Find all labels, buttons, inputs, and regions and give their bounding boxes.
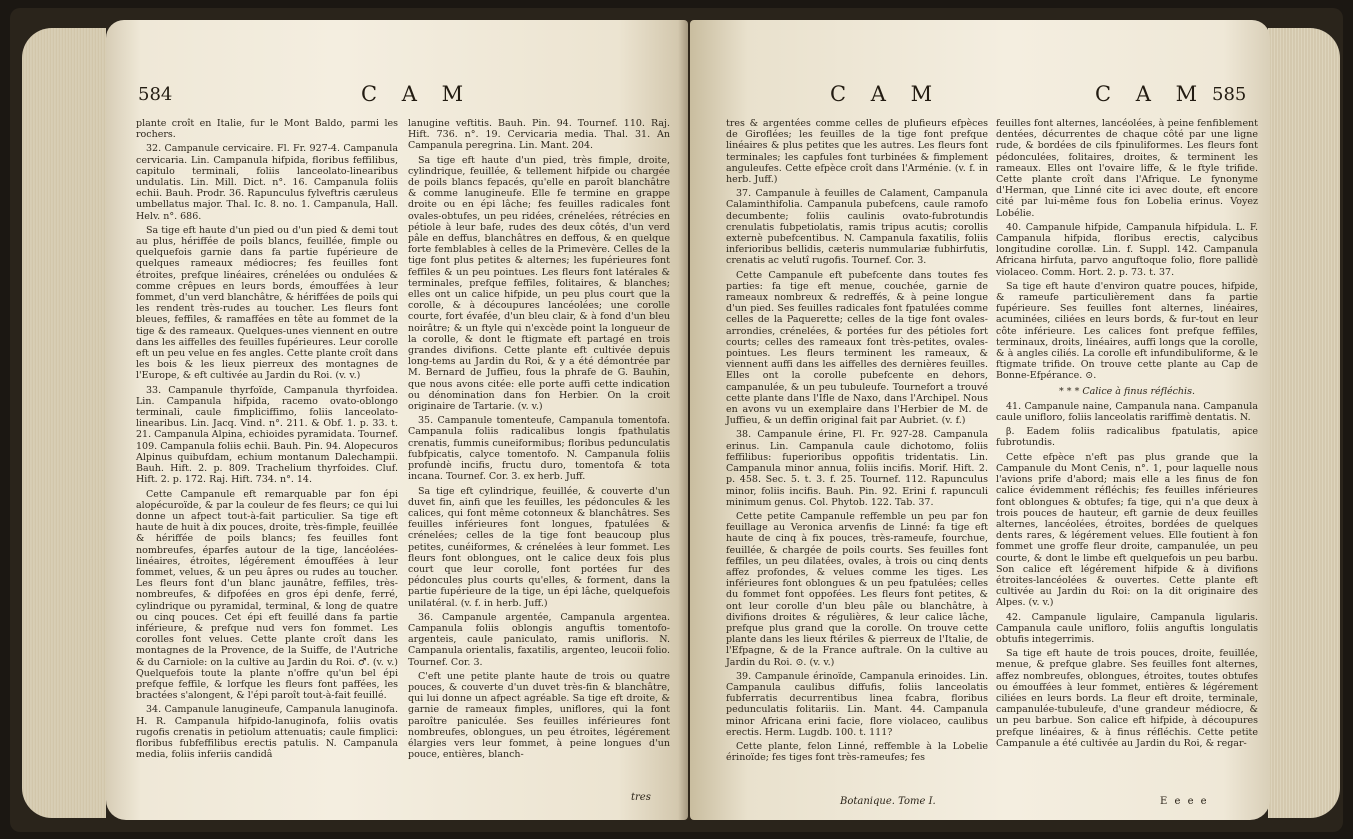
left-column-1 xyxy=(136,118,398,763)
paragraph: Sa tige eft haute d'un pied ou d'un pied & demi tout au plus, hériffée de poils blancs, feuillée, fimple ou quelquefois garnie dans fa partie fupérieure de quelques rameaux médiocres; fes feuilles font étroites, prefque linéaires, crénelées ou ondulées & comme crêpues en leurs bords, émouffées à leur fommet, d'un verd blanchâtre, & hériffées de poils qui les rendent très-rudes au toucher. Les fleurs font bleues, feffiles, & ramaffées en tête au fommet de la tige & des rameaux. Quelques-unes viennent en outre dans les aiffelles des feuilles fupérieures. Leur corolle eft un peu velue en fes angles. Cette plante croît dans les bois & les lieux pierreux des montagnes de l'Europe, & eft cultivée au Jardin du Roi. (v. v.) xyxy=(136,224,398,382)
paragraph: 38. Campanule érine, Fl. Fr. 927-28. Campanula erinus. Lin. Campanula caule dichotomo, foliis feffilibus: fuperioribus oppofitis tridentatis. Lin. Campanula minor annua, foliis incifis. Morif. Hift. 2. p. 458. Sec. 5. t. 3. f. 25. Tournef. 112. Rapunculus minor, foliis incifis. Bauh. Pin. 92. Erini f. rapunculi minimum genus. Col. Phytob. 122. Tab. 37. xyxy=(726,429,988,508)
paragraph: Sa tige eft haute d'environ quatre pouces, hifpide, & rameufe particulièrement dans fa partie fupérieure. Ses feuilles font alternes, linéaires, acuminées, ciliées en leurs bords, & fur-tout en leur côte inférieure. Les calices font prefque feffiles, terminaux, droits, linéaires, auffi longs que la corolle, & à angles ciliés. La corolle eft infundibuliforme, & le ftigmate trifide. On trouve cette plante au Cap de Bonne-Efpérance. ⊙. xyxy=(996,280,1258,382)
left-column-2 xyxy=(408,118,670,763)
section-heading: * * * Calice à finus réfléchis. xyxy=(1059,385,1195,397)
paragraph: feuilles font alternes, lancéolées, à peine fenfiblement dentées, décurrentes de chaque côté par une ligne rude, & bordées de cils fpinuliformes. Les fleurs font pédonculées, folitaires, droites, & terminent les rameaux. Elles ont l'ovaire liffe, & le ftyle trifide. Cette plante croît dans l'Afrique. Le fynonyme d'Herman, que Linné cite ici avec doute, eft encore cité par lui-même fous fon Lobelia erinus. Voyez Lobélie. xyxy=(996,118,1258,219)
left-page-edges xyxy=(22,28,106,818)
paragraph: Sa tige eft haute de trois pouces, droite, feuillée, menue, & prefque glabre. Ses feuilles font alternes, affez nombreufes, oblongues, étroites, toutes obtufes ou émouffées à leur fommet, entières & légérement ciliées en leurs bords. La fleur eft droite, terminale, campanulée-tubuleufe, d'une grandeur médiocre, & un peu barbue. Son calice eft hifpide, à découpures prefque linéaires, & à finus réfléchis. Cette petite Campanule a été cultivée au Jardin du Roi, & regar- xyxy=(996,648,1258,749)
paragraph: Cette petite Campanule reffemble un peu par fon feuillage au Veronica arvenfis de Linné: fa tige eft haute de cinq à fix pouces, très-rameufe, fourchue, feuillée, & chargée de poils courts. Ses feuilles font feffiles, un peu dilatées, ovales, à trois ou cinq dents affez profondes, & velues comme les tiges. Les inférieures font oblongues & un peu fpatulées; celles du fommet font oppofées. Les fleurs font petites, & ont leur corolle d'un bleu pâle ou blanchâtre, à divifions droites & régulières, & leur calice lâche, prefque plus grand que la corolle. On trouve cette plante dans les lieux ftériles & pierreux de l'Italie, de l'Efpagne, & de la France auftrale. On la cultive au Jardin du Roi. ⊙. (v. v.) xyxy=(726,510,988,668)
paragraph: 36. Campanule argentée, Campanula argentea. Campanula foliis oblongis anguftis tomentofo-argenteis, caule paniculato, ramis unifloris. N. Campanula orientalis, faxatilis, argenteo, leucoii folio. Tournef. Cor. 3. xyxy=(408,611,670,668)
paragraph: Cette efpèce n'eft pas plus grande que la Campanule du Mont Cenis, n°. 1, pour laquelle nous l'avions prife d'abord; mais elle a les finus de fon calice évidemment réfléchis; fes feuilles inférieures font oblongues & obtufes; fa tige, qui n'a que deux à trois pouces de hauteur, eft garnie de deux feuilles alternes, lancéolées, étroites, bordées de quelques dents rares, & légérement velues. Elle foutient à fon fommet une groffe fleur droite, campanulée, un peu courte, & dont le limbe eft quelquefois un peu barbu. Son calice eft légérement hifpide & à divifions étroites-lancéolées & ouvertes. Cette plante eft cultivée au Jardin du Roi: on la dit originaire des Alpes. (v. v.) xyxy=(996,451,1258,609)
page-number-left: 584 xyxy=(138,84,173,105)
running-header-right: C A M xyxy=(830,82,942,106)
paragraph: β. Eadem foliis radicalibus fpatulatis, apice fubrotundis. xyxy=(996,426,1258,449)
paragraph: Cette Campanule eft remarquable par fon épi alopécuroïde, & par la couleur de fes fleurs; ce qui lui donne un afpect tout-à-fait particulier. Sa tige eft haute de huit à dix pouces, droite, très-fimple, feuillée & hériffée de poils blancs; fes feuilles font nombreufes, éparfes autour de la tige, lancéolées-linéaires, étroites, légérement émouffées à leur fommet, velues, & un peu âpres ou rudes au toucher. Les fleurs font d'un blanc jaunâtre, feffiles, très-nombreufes, & difpofées en gros épi denfe, ferré, cylindrique ou pyramidal, terminal, & long de quatre ou cinq pouces. Cet épi eft feuillé dans fa partie inférieure, & prefque nud vers fon fommet. Les corolles font velues. Cette plante croît dans les montagnes de la Provence, de la Suiffe, de l'Autriche & du Carniole: on la cultive au Jardin du Roi. ♂. (v. v.) Quelquefois toute la plante n'offre qu'un bel épi prefque feffile, & lorfque les fleurs font paffées, les bractées s'alongent, & l'épi paroît tout-à-fait feuillé. xyxy=(136,488,398,702)
left-page xyxy=(106,20,688,820)
paragraph: 39. Campanule érinoïde, Campanula erinoides. Lin. Campanula caulibus diffufis, foliis lanceolatis fubferratis decurrentibus linea fcabra, floribus pedunculatis folitariis. Lin. Mant. 44. Campanula minor Africana erini facie, flore violaceo, caulibus erectis. Herm. Lugdb. 100. t. 111? xyxy=(726,670,988,738)
paragraph: 35. Campanule tomenteufe, Campanula tomentofa. Campanula foliis radicalibus longis fpathulatis crenatis, fummis cuneiformibus; floribus pedunculatis fubfpicatis, calyce tomentofo. N. Campanula foliis profundè incifis, fructu duro, tomentofa & tota incana. Tournef. Cor. 3. ex herb. Juff. xyxy=(408,415,670,483)
right-column-2 xyxy=(996,118,1258,752)
paragraph: 34. Campanule lanugineufe, Campanula lanuginofa. H. R. Campanula hifpido-lanuginofa, foliis ovatis rugofis crenatis in petiolum attenuatis; caule fimplici: floribus fubfeffilibus erectis patulis. N. Campanula media, foliis inferiis candidâ xyxy=(136,704,398,761)
paragraph: 33. Campanule thyrfoïde, Campanula thyrfoidea. Lin. Campanula hifpida, racemo ovato-oblongo terminali, caule fimpliciffimo, foliis lanceolato-linearibus. Lin. Jacq. Vind. n°. 211. & Obf. 1. p. 33. t. 21. Campanula Alpina, echioides pyramidata. Tournef. 109. Campanula foliis echii. Bauh. Pin. 94. Alopecuros Alpinus quibufdam, echium montanum Dalechampii. Bauh. Hift. 2. p. 809. Trachelium thyrfoides. Cluf. Hift. 2. p. 172. Raj. Hift. 734. n°. 14. xyxy=(136,384,398,486)
page-number-right: 585 xyxy=(1212,84,1247,105)
right-page-edges xyxy=(1268,28,1340,818)
paragraph: 42. Campanule ligulaire, Campanula ligularis. Campanula caule unifloro, foliis anguftis longulatis obtufis integerrimis. xyxy=(996,611,1258,645)
paragraph: Sa tige eft cylindrique, feuillée, & couverte d'un duvet fin, ainfi que les feuilles, les pédoncules & les calices, qui font même cotonneux & blanchâtres. Ses feuilles inférieures font longues, fpatulées & crénelées; celles de la tige font beaucoup plus petites, cunéiformes, & crénelées à leur fommet. Les fleurs font oblongues, ont le calice deux fois plus court que leur corolle, font portées fur des pédoncules plus courts qu'elles, & forment, dans la partie fupérieure de la tige, un épi lâche, quelquefois unilatéral. (v. f. in herb. Juff.) xyxy=(408,485,670,609)
paragraph: Cette Campanule eft pubefcente dans toutes fes parties: fa tige eft menue, couchée, garnie de rameaux nombreux & redreffés, & à peine longue d'un pied. Ses feuilles radicales font fpatulées comme celles de la Paquerette; celles de la tige font ovales-arrondies, crénelées, & portées fur des pétioles fort courts; celles des rameaux font très-petites, ovales-pointues. Les fleurs terminent les rameaux, & viennent auffi dans les aiffelles des dernières feuilles. Elles ont la corolle pubefcente en dehors, campanulée, & un peu tubuleufe. Tournefort a trouvé cette plante dans l'Ifle de Naxo, dans l'Archipel. Nous en avons vu un exemplaire dans l'Herbier de M. de Juffieu, & un deffin original fait par Aubriet. (v. f.) xyxy=(726,269,988,427)
right-column-1 xyxy=(726,118,988,766)
paragraph: lanugine veftitis. Bauh. Pin. 94. Tournef. 110. Raj. Hift. 736. n°. 19. Cervicaria media. Thal. 31. An Campanula peregrina. Lin. Mant. 204. xyxy=(408,118,670,152)
paragraph: 32. Campanule cervicaire. Fl. Fr. 927-4. Campanula cervicaria. Lin. Campanula hifpida, floribus feffilibus, capitulo terminali, foliis lanceolato-linearibus undulatis. Lin. Mill. Dict. n°. 16. Campanula foliis echii. Bauh. Prodr. 36. Rapunculus fylveftris cæruleus umbellatus major. Thal. Ic. 8. no. 1. Campanula, Hall. Helv. n°. 686. xyxy=(136,143,398,222)
paragraph: 40. Campanule hifpide, Campanula hifpidula. L. F. Campanula hifpida, floribus erectis, calycibus longitudine corollæ. Lin. f. Suppl. 142. Campanula Africana hirfuta, parvo anguftoque folio, flore pallidè violaceo. Comm. Hort. 2. p. 73. t. 37. xyxy=(996,221,1258,278)
catchword: tres xyxy=(631,792,651,803)
paragraph: 41. Campanule naine, Campanula nana. Campanula caule unifloro, foliis lanceolatis rariffimè dentatis. N. xyxy=(996,400,1258,424)
footer-title: Botanique. Tome I. xyxy=(840,796,936,807)
paragraph: Cette plante, felon Linné, reffemble à la Lobelie érinoïde; fes tiges font très-rameufes; fes xyxy=(726,740,988,764)
open-book xyxy=(10,8,1343,832)
right-page xyxy=(690,20,1270,820)
running-header-right-2: C A M xyxy=(1095,82,1207,106)
paragraph: Sa tige eft haute d'un pied, très fimple, droite, cylindrique, feuillée, & tellement hifpide ou chargée de poils blancs fepacés, qu'elle en paroît blanchâtre & comme lanugineufe. Elle fe termine en grappe droite ou en épi lâche; fes feuilles radicales font ovales-obtufes, un peu ridées, crénelées, rétrécies en pétiole à leur bafe, rudes des deux côtés, d'un verd pâle en deffus, blanchâtres en deffous, & en quelque forte femblables à celles de la Primevère. Celles de la tige font plus petites & alternes; les fupérieures font feffiles & un peu pointues. Les fleurs font latérales & terminales, prefque feffiles, folitaires, & blanches; elles ont un calice hifpide, un peu plus court que la corolle, & à découpures lancéolées; une corolle courte, fort évafée, d'un bleu clair, & à fond d'un bleu noirâtre; & un ftyle qui n'excède point la longueur de la corolle, & dont le ftigmate eft partagé en trois grandes divifions. Cette plante eft cultivée depuis long-tems au Jardin du Roi, & y a été démontrée par M. Bernard de Juffieu, fous la phrafe de G. Bauhin, que nous avons citée: elle porte auffi cette indication ou dénomination dans fon Herbier. On la croit originaire de Tartarie. (v. v.) xyxy=(408,154,670,413)
signature-mark: E e e e xyxy=(1160,796,1209,807)
paragraph: plante croît en Italie, fur le Mont Baldo, parmi les rochers. xyxy=(136,118,398,141)
paragraph: tres & argentées comme celles de plufieurs efpèces de Giroflées; les feuilles de la tige font prefque linéaires & plus petites que les autres. Les fleurs font terminales; les capfules font turbinées & fimplement anguleufes. Cette efpèce croît dans l'Arménie. (v. f. in herb. Juff.) xyxy=(726,118,988,186)
paragraph: 37. Campanule à feuilles de Calament, Campanula Calaminthifolia. Campanula pubefcens, caule ramofo decumbente; foliis caulinis ovato-fubrotundis crenulatis fubpetiolatis, ramis tripus acutis; corollis externè pubefcentibus. N. Campanula faxatilis, foliis inferioribus bellidis, cæteris nummulariæ fubhirfutis, crenatis ac velutî rugofis. Tournef. Cor. 3. xyxy=(726,188,988,267)
running-header-left: C A M xyxy=(361,82,473,106)
paragraph: C'eft une petite plante haute de trois ou quatre pouces, & couverte d'un duvet très-fin & blanchâtre, qui lui donne un afpect agréable. Sa tige eft droite, & garnie de rameaux fimples, uniflores, qui la font paroître paniculée. Ses feuilles inférieures font nombreufes, oblongues, un peu étroites, légérement élargies vers leur fommet, à peine longues d'un pouce, entières, blanch- xyxy=(408,670,670,761)
